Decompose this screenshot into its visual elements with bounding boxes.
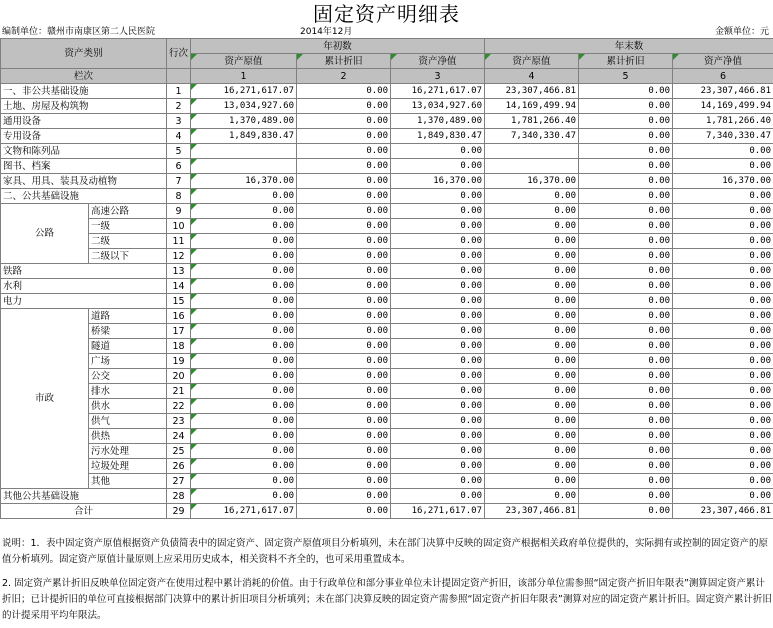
value-cell: 0.00 [297,459,391,474]
value-cell: 0.00 [191,324,297,339]
subcategory-cell: 二级 [89,234,167,249]
value-cell: 0.00 [191,459,297,474]
col-num: 5 [579,69,673,84]
value-cell: 1,781,266.40 [673,114,773,129]
value-cell: 0.00 [391,474,485,489]
value-cell: 0.00 [391,144,485,159]
line-number-cell: 6 [167,159,191,174]
value-cell: 16,370.00 [191,174,297,189]
subcategory-cell: 供气 [89,414,167,429]
subcategory-cell: 道路 [89,309,167,324]
line-number-cell: 26 [167,459,191,474]
table-row [1,309,773,324]
category-cell: 水利 [1,279,167,294]
value-cell: 0.00 [391,264,485,279]
table-row [1,459,773,474]
header-end: 年末数 [485,39,773,54]
value-cell: 0.00 [297,309,391,324]
value-cell: 0.00 [297,219,391,234]
value-cell: 0.00 [191,279,297,294]
value-cell: 0.00 [297,84,391,99]
value-cell: 0.00 [579,159,673,174]
value-cell: 0.00 [391,219,485,234]
value-cell: 0.00 [579,399,673,414]
line-number-cell: 18 [167,339,191,354]
value-cell: 1,370,489.00 [191,114,297,129]
value-cell: 0.00 [579,264,673,279]
value-cell: 0.00 [673,384,773,399]
value-cell: 13,034,927.60 [391,99,485,114]
value-cell: 0.00 [297,444,391,459]
value-cell: 0.00 [579,429,673,444]
line-number-cell: 1 [167,84,191,99]
table-row [1,114,773,129]
table-row [1,249,773,264]
value-cell: 0.00 [579,129,673,144]
value-cell: 0.00 [297,324,391,339]
value-cell: 23,307,466.81 [485,84,579,99]
value-cell: 16,271,617.07 [191,84,297,99]
value-cell: 7,340,330.47 [673,129,773,144]
table-row [1,324,773,339]
value-cell: 0.00 [673,444,773,459]
value-cell: 0.00 [191,384,297,399]
line-number-cell: 12 [167,249,191,264]
value-cell: 0.00 [297,489,391,504]
line-number-cell: 9 [167,204,191,219]
value-cell: 0.00 [579,504,673,519]
value-cell: 0.00 [579,234,673,249]
value-cell: 0.00 [297,144,391,159]
value-cell: 0.00 [191,204,297,219]
category-cell: 电力 [1,294,167,309]
value-cell: 0.00 [391,369,485,384]
header-begin-net: 资产净值 [391,54,485,69]
value-cell: 0.00 [485,189,579,204]
value-cell: 0.00 [297,339,391,354]
value-cell: 0.00 [297,189,391,204]
value-cell: 0.00 [391,234,485,249]
value-cell: 0.00 [579,204,673,219]
value-cell: 16,271,617.07 [391,84,485,99]
table-row [1,474,773,489]
value-cell: 0.00 [673,294,773,309]
table-row [1,189,773,204]
table-row [1,174,773,189]
value-cell: 0.00 [485,234,579,249]
table-row [1,84,773,99]
category-cell: 二、公共基础设施 [1,189,167,204]
value-cell: 0.00 [673,429,773,444]
col-label-line [167,69,191,84]
line-number-cell: 17 [167,324,191,339]
value-cell: 0.00 [579,174,673,189]
table-row [1,504,773,519]
line-number-cell: 11 [167,234,191,249]
value-cell: 0.00 [191,264,297,279]
header-end-net: 资产净值 [673,54,773,69]
line-number-cell: 25 [167,444,191,459]
line-number-cell: 21 [167,384,191,399]
value-cell: 0.00 [391,309,485,324]
value-cell: 0.00 [579,354,673,369]
value-cell: 0.00 [297,174,391,189]
currency-unit: 金额单位：元 [714,27,769,37]
value-cell: 16,370.00 [673,174,773,189]
col-num: 4 [485,69,579,84]
line-number-cell: 24 [167,429,191,444]
value-cell: 0.00 [579,144,673,159]
value-cell: 0.00 [579,309,673,324]
report-title: 固定资产明细表 [313,2,460,26]
value-cell: 0.00 [485,324,579,339]
subcategory-cell: 公交 [89,369,167,384]
line-number-cell: 14 [167,279,191,294]
note-2: 2. 固定资产累计折旧反映单位固定资产在使用过程中累计消耗的价值。由于行政单位和部分事业单位未计提固定资产折旧，该部分单位需参照“固定资产折旧年限表”测算固定资产累计折旧；已计提折旧的单位可直接根据部门决算中的累计折旧项目分析填列；未在部门决算反映的固定资产需参照“固定资产折旧年限表”测算对应的固定资产累计折旧。固定资产累计折旧的计提采用平均年限法。 [2,578,772,621]
value-cell: 0.00 [579,444,673,459]
value-cell: 0.00 [485,354,579,369]
value-cell: 0.00 [673,234,773,249]
line-number-cell: 10 [167,219,191,234]
header-begin-dep: 累计折旧 [297,54,391,69]
value-cell: 0.00 [579,369,673,384]
value-cell: 0.00 [673,204,773,219]
value-cell: 0.00 [485,369,579,384]
value-cell: 0.00 [191,219,297,234]
subcategory-cell: 垃圾处理 [89,459,167,474]
subcategory-cell: 供热 [89,429,167,444]
category-cell: 家具、用具、装具及动植物 [1,174,167,189]
value-cell: 0.00 [485,459,579,474]
value-cell: 0.00 [579,384,673,399]
value-cell: 0.00 [297,384,391,399]
line-number-cell: 13 [167,264,191,279]
value-cell: 23,307,466.81 [485,504,579,519]
table-row [1,429,773,444]
value-cell: 0.00 [673,219,773,234]
value-cell: 0.00 [673,459,773,474]
note-1: 说明：1．表中固定资产原值根据资产负债简表中的固定资产、固定资产原值项目分析填列，未在部门决算中反映的固定资产根据相关政府单位提供的，实际拥有或控制的固定资产的原值分析填列。固定资产原值计量原则上应采用历史成本，相关资料不齐全的，也可采用重置成本。 [2,538,769,565]
category-cell: 一、非公共基础设施 [1,84,167,99]
subcategory-cell: 广场 [89,354,167,369]
value-cell: 0.00 [191,234,297,249]
subcategory-cell: 高速公路 [89,204,167,219]
header-begin: 年初数 [191,39,485,54]
value-cell: 0.00 [579,324,673,339]
value-cell: 16,370.00 [391,174,485,189]
value-cell: 0.00 [485,444,579,459]
value-cell: 0.00 [673,309,773,324]
line-number-cell: 19 [167,354,191,369]
value-cell: 0.00 [485,339,579,354]
value-cell: 0.00 [391,204,485,219]
col-num: 1 [191,69,297,84]
value-cell: 0.00 [391,279,485,294]
value-cell: 0.00 [579,114,673,129]
value-cell: 0.00 [391,249,485,264]
value-cell: 0.00 [191,429,297,444]
value-cell: 0.00 [673,324,773,339]
table-row [1,444,773,459]
line-number-cell: 27 [167,474,191,489]
value-cell: 7,340,330.47 [485,129,579,144]
subcategory-cell: 供水 [89,399,167,414]
line-number-cell: 7 [167,174,191,189]
value-cell: 0.00 [485,264,579,279]
subcategory-cell: 污水处理 [89,444,167,459]
value-cell: 0.00 [673,189,773,204]
value-cell: 0.00 [485,414,579,429]
value-cell: 0.00 [391,354,485,369]
line-number-cell: 4 [167,129,191,144]
value-cell: 0.00 [673,339,773,354]
value-cell: 0.00 [579,474,673,489]
value-cell: 14,169,499.94 [673,99,773,114]
table-row [1,414,773,429]
value-cell: 0.00 [297,369,391,384]
value-cell: 0.00 [485,309,579,324]
value-cell: 0.00 [485,399,579,414]
value-cell: 0.00 [391,294,485,309]
category-group-cell: 市政 [1,309,89,489]
value-cell: 0.00 [297,114,391,129]
value-cell [191,159,297,174]
line-number-cell: 23 [167,414,191,429]
value-cell: 0.00 [579,489,673,504]
value-cell: 1,849,830.47 [391,129,485,144]
value-cell: 0.00 [391,414,485,429]
value-cell: 0.00 [297,234,391,249]
table-row [1,99,773,114]
table-row [1,219,773,234]
value-cell: 0.00 [579,249,673,264]
category-cell: 土地、房屋及构筑物 [1,99,167,114]
category-cell: 文物和陈列品 [1,144,167,159]
value-cell: 0.00 [485,429,579,444]
category-cell: 合计 [1,504,167,519]
value-cell: 0.00 [673,249,773,264]
value-cell: 0.00 [579,414,673,429]
value-cell: 0.00 [579,339,673,354]
value-cell: 0.00 [485,384,579,399]
value-cell: 14,169,499.94 [485,99,579,114]
subcategory-cell: 二级以下 [89,249,167,264]
value-cell: 13,034,927.60 [191,99,297,114]
value-cell: 0.00 [191,489,297,504]
value-cell: 0.00 [191,354,297,369]
col-num: 6 [673,69,773,84]
subcategory-cell: 一级 [89,219,167,234]
value-cell: 0.00 [191,309,297,324]
value-cell: 0.00 [191,414,297,429]
category-cell: 其他公共基础设施 [1,489,167,504]
subcategory-cell: 桥梁 [89,324,167,339]
table-row [1,339,773,354]
value-cell: 0.00 [673,279,773,294]
value-cell: 0.00 [391,384,485,399]
value-cell: 0.00 [191,474,297,489]
table-row [1,354,773,369]
line-number-cell: 8 [167,189,191,204]
table-row [1,234,773,249]
value-cell: 0.00 [579,99,673,114]
header-begin-orig: 资产原值 [191,54,297,69]
value-cell: 0.00 [191,249,297,264]
value-cell [485,159,579,174]
table-row [1,384,773,399]
value-cell: 0.00 [673,489,773,504]
table-row [1,144,773,159]
table-row [1,294,773,309]
value-cell [191,144,297,159]
table-row [1,369,773,384]
col-num: 2 [297,69,391,84]
value-cell: 0.00 [673,414,773,429]
value-cell: 0.00 [391,339,485,354]
reporting-unit: 编制单位：赣州市南康区第二人民医院 [2,27,156,37]
table-row [1,489,773,504]
category-group-cell: 公路 [1,204,89,264]
value-cell: 0.00 [297,99,391,114]
value-cell: 0.00 [579,459,673,474]
value-cell: 0.00 [579,84,673,99]
line-number-cell: 2 [167,99,191,114]
value-cell: 0.00 [485,204,579,219]
value-cell: 0.00 [297,414,391,429]
table-row [1,204,773,219]
line-number-cell: 16 [167,309,191,324]
line-number-cell: 5 [167,144,191,159]
value-cell: 0.00 [579,189,673,204]
value-cell: 1,849,830.47 [191,129,297,144]
value-cell: 0.00 [673,369,773,384]
value-cell: 0.00 [485,279,579,294]
value-cell: 23,307,466.81 [673,504,773,519]
value-cell: 0.00 [391,324,485,339]
value-cell: 0.00 [191,189,297,204]
value-cell: 0.00 [391,444,485,459]
value-cell: 0.00 [673,354,773,369]
value-cell: 0.00 [297,294,391,309]
table-row [1,399,773,414]
header-end-orig: 资产原值 [485,54,579,69]
value-cell: 0.00 [391,459,485,474]
value-cell: 0.00 [297,474,391,489]
col-num: 3 [391,69,485,84]
table-row [1,129,773,144]
value-cell: 0.00 [191,294,297,309]
value-cell: 16,271,617.07 [191,504,297,519]
value-cell: 0.00 [673,474,773,489]
category-cell: 铁路 [1,264,167,279]
value-cell: 0.00 [673,399,773,414]
value-cell: 0.00 [191,369,297,384]
value-cell: 0.00 [297,129,391,144]
value-cell: 0.00 [391,159,485,174]
value-cell: 16,370.00 [485,174,579,189]
value-cell: 0.00 [391,399,485,414]
value-cell: 0.00 [191,444,297,459]
line-number-cell: 29 [167,504,191,519]
asset-table [0,38,773,519]
value-cell: 0.00 [579,219,673,234]
value-cell: 0.00 [485,249,579,264]
value-cell: 0.00 [673,159,773,174]
value-cell: 0.00 [485,219,579,234]
value-cell: 1,781,266.40 [485,114,579,129]
value-cell: 0.00 [191,399,297,414]
subcategory-cell: 其他 [89,474,167,489]
line-number-cell: 22 [167,399,191,414]
line-number-cell: 3 [167,114,191,129]
value-cell: 0.00 [297,249,391,264]
value-cell: 23,307,466.81 [673,84,773,99]
value-cell: 16,271,617.07 [391,504,485,519]
value-cell: 0.00 [673,264,773,279]
subcategory-cell: 排水 [89,384,167,399]
value-cell: 1,370,489.00 [391,114,485,129]
col-label: 栏次 [1,69,167,84]
value-cell: 0.00 [579,279,673,294]
value-cell: 0.00 [297,279,391,294]
table-row [1,159,773,174]
value-cell: 0.00 [391,489,485,504]
header-line: 行次 [167,39,191,69]
value-cell [485,144,579,159]
value-cell: 0.00 [673,144,773,159]
header-category: 资产类别 [1,39,167,69]
line-number-cell: 15 [167,294,191,309]
value-cell: 0.00 [579,294,673,309]
value-cell: 0.00 [485,474,579,489]
subcategory-cell: 隧道 [89,339,167,354]
value-cell: 0.00 [297,504,391,519]
header-end-dep: 累计折旧 [579,54,673,69]
line-number-cell: 28 [167,489,191,504]
value-cell: 0.00 [297,399,391,414]
line-number-cell: 20 [167,369,191,384]
value-cell: 0.00 [485,489,579,504]
value-cell: 0.00 [391,429,485,444]
category-cell: 通用设备 [1,114,167,129]
value-cell: 0.00 [297,204,391,219]
value-cell: 0.00 [297,429,391,444]
table-row [1,279,773,294]
value-cell: 0.00 [191,339,297,354]
value-cell: 0.00 [485,294,579,309]
value-cell: 0.00 [391,189,485,204]
value-cell: 0.00 [297,354,391,369]
table-row [1,264,773,279]
report-date: 2014年12月 [300,27,353,37]
value-cell: 0.00 [297,159,391,174]
category-cell: 专用设备 [1,129,167,144]
category-cell: 图书、档案 [1,159,167,174]
value-cell: 0.00 [297,264,391,279]
